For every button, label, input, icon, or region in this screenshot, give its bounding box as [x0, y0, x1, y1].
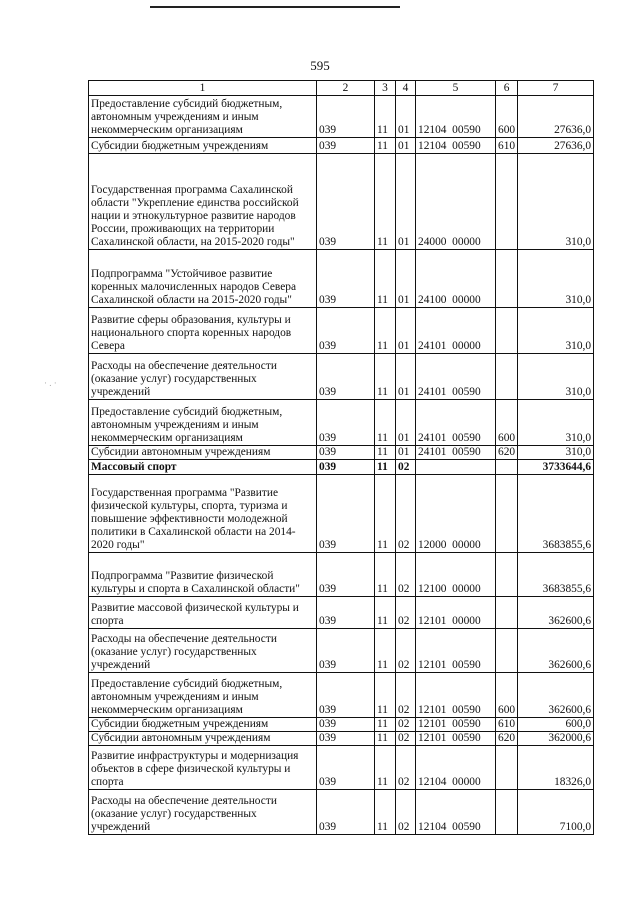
row-c6-cell [496, 154, 518, 250]
row-c6-cell: 610 [496, 138, 518, 154]
row-c3-cell: 11 [375, 553, 396, 597]
row-c7-cell: 362600,6 [518, 629, 594, 673]
row-c7-cell: 27636,0 [518, 96, 594, 138]
row-c4-cell: 02 [396, 718, 416, 732]
row-c2-cell: 039 [317, 553, 375, 597]
row-c4-cell: 02 [396, 790, 416, 835]
row-c7-cell: 310,0 [518, 446, 594, 460]
row-c4-cell: 01 [396, 138, 416, 154]
row-c2-cell: 039 [317, 597, 375, 629]
row-c7-cell: 310,0 [518, 250, 594, 308]
row-c5-cell: 12104 00590 [416, 790, 496, 835]
row-c3-cell: 11 [375, 400, 396, 446]
row-c6-cell: 600 [496, 673, 518, 718]
row-c5-cell: 12104 00590 [416, 138, 496, 154]
row-c7-cell: 600,0 [518, 718, 594, 732]
row-c5-cell: 24000 00000 [416, 154, 496, 250]
row-c7-cell: 3733644,6 [518, 460, 594, 475]
row-c3-cell: 11 [375, 597, 396, 629]
row-c2-cell: 039 [317, 446, 375, 460]
row-c5-cell: 12101 00590 [416, 629, 496, 673]
row-c2-cell: 039 [317, 460, 375, 475]
row-description-cell: Субсидии автономным учреждениям [89, 732, 317, 746]
row-description-cell: Предоставление субсидий бюджетным, автономным учреждениям и иным некоммерческим организациям [89, 96, 317, 138]
column-header: 6 [496, 81, 518, 96]
row-c6-cell [496, 629, 518, 673]
row-description-cell: Подпрограмма "Устойчивое развитие коренных малочисленных народов Севера Сахалинской области на 2015-2020 годы" [89, 250, 317, 308]
row-description-cell: Расходы на обеспечение деятельности (оказание услуг) государственных учреждений [89, 354, 317, 400]
row-c2-cell: 039 [317, 732, 375, 746]
row-description-cell: Субсидии бюджетным учреждениям [89, 718, 317, 732]
row-description-cell: Расходы на обеспечение деятельности (оказание услуг) государственных учреждений [89, 629, 317, 673]
row-description-cell: Субсидии бюджетным учреждениям [89, 138, 317, 154]
row-c5-cell: 24101 00590 [416, 446, 496, 460]
row-c6-cell: 610 [496, 718, 518, 732]
row-c3-cell: 11 [375, 673, 396, 718]
row-c2-cell: 039 [317, 96, 375, 138]
row-c3-cell: 11 [375, 96, 396, 138]
row-c4-cell: 01 [396, 308, 416, 354]
row-c3-cell: 11 [375, 718, 396, 732]
row-c6-cell [496, 553, 518, 597]
row-c4-cell: 02 [396, 746, 416, 790]
row-c2-cell: 039 [317, 475, 375, 553]
row-c4-cell: 01 [396, 446, 416, 460]
row-description-cell: Государственная программа "Развитие физической культуры, спорта, туризма и повышение эффективности молодежной политики в Сахалинской области на 2014-2020 годы" [89, 475, 317, 553]
page-number: 595 [310, 58, 330, 73]
column-header: 5 [416, 81, 496, 96]
row-c5-cell: 12104 00590 [416, 96, 496, 138]
row-c7-cell: 18326,0 [518, 746, 594, 790]
row-c3-cell: 11 [375, 475, 396, 553]
table-row [89, 718, 594, 732]
row-c3-cell: 11 [375, 732, 396, 746]
table-body [89, 96, 594, 835]
row-c4-cell: 02 [396, 673, 416, 718]
row-c4-cell: 02 [396, 553, 416, 597]
table-row [89, 746, 594, 790]
row-c5-cell: 24101 00000 [416, 308, 496, 354]
row-c3-cell: 11 [375, 629, 396, 673]
row-c6-cell [496, 790, 518, 835]
row-description-cell: Подпрограмма "Развитие физической культуры и спорта в Сахалинской области" [89, 553, 317, 597]
table-row [89, 673, 594, 718]
row-c2-cell: 039 [317, 629, 375, 673]
row-c7-cell: 310,0 [518, 154, 594, 250]
row-c5-cell: 24100 00000 [416, 250, 496, 308]
row-description-cell: Предоставление субсидий бюджетным, автономным учреждениям и иным некоммерческим организациям [89, 673, 317, 718]
row-c4-cell: 02 [396, 460, 416, 475]
table-row [89, 446, 594, 460]
table-row [89, 96, 594, 138]
row-c5-cell: 12000 00000 [416, 475, 496, 553]
row-c2-cell: 039 [317, 154, 375, 250]
table-row [89, 553, 594, 597]
row-c2-cell: 039 [317, 250, 375, 308]
row-c6-cell [496, 746, 518, 790]
row-c4-cell: 02 [396, 597, 416, 629]
top-edge-line [150, 0, 400, 8]
row-c5-cell: 12100 00000 [416, 553, 496, 597]
row-c6-cell [496, 354, 518, 400]
row-c5-cell [416, 460, 496, 475]
row-c2-cell: 039 [317, 790, 375, 835]
row-c5-cell: 24101 00590 [416, 400, 496, 446]
row-c5-cell: 12101 00590 [416, 673, 496, 718]
row-c6-cell [496, 475, 518, 553]
row-c3-cell: 11 [375, 138, 396, 154]
row-c4-cell: 01 [396, 354, 416, 400]
row-c7-cell: 362600,6 [518, 673, 594, 718]
row-c2-cell: 039 [317, 354, 375, 400]
row-c2-cell: 039 [317, 308, 375, 354]
table-row [89, 732, 594, 746]
row-c7-cell: 7100,0 [518, 790, 594, 835]
column-header: 3 [375, 81, 396, 96]
row-c7-cell: 310,0 [518, 400, 594, 446]
row-c5-cell: 12101 00590 [416, 718, 496, 732]
table-row [89, 354, 594, 400]
column-header: 1 [89, 81, 317, 96]
row-description-cell: Государственная программа Сахалинской области "Укрепление единства российской нации и этнокультурное развитие народов России, проживающих на территории Сахалинской области, на 2015-2020 годы" [89, 154, 317, 250]
row-c3-cell: 11 [375, 154, 396, 250]
table-row [89, 475, 594, 553]
row-c4-cell: 01 [396, 250, 416, 308]
row-c6-cell: 620 [496, 732, 518, 746]
row-c3-cell: 11 [375, 790, 396, 835]
row-c4-cell: 02 [396, 629, 416, 673]
table-header-row [89, 81, 594, 96]
table-row [89, 790, 594, 835]
row-description-cell: Развитие сферы образования, культуры и национального спорта коренных народов Севера [89, 308, 317, 354]
row-c4-cell: 01 [396, 400, 416, 446]
column-header: 2 [317, 81, 375, 96]
row-c5-cell: 12104 00000 [416, 746, 496, 790]
row-c7-cell: 3683855,6 [518, 475, 594, 553]
row-c7-cell: 27636,0 [518, 138, 594, 154]
table-row [89, 597, 594, 629]
column-header: 4 [396, 81, 416, 96]
table-row [89, 138, 594, 154]
row-c2-cell: 039 [317, 746, 375, 790]
row-c6-cell: 620 [496, 446, 518, 460]
row-c2-cell: 039 [317, 718, 375, 732]
row-c6-cell: 600 [496, 96, 518, 138]
row-c3-cell: 11 [375, 446, 396, 460]
row-c5-cell: 12101 00000 [416, 597, 496, 629]
row-c6-cell: 600 [496, 400, 518, 446]
row-description-cell: Субсидии автономным учреждениям [89, 446, 317, 460]
row-c5-cell: 24101 00590 [416, 354, 496, 400]
column-header: 7 [518, 81, 594, 96]
row-c4-cell: 01 [396, 96, 416, 138]
table-row [89, 308, 594, 354]
row-description-cell: Массовый спорт [89, 460, 317, 475]
row-c7-cell: 362600,6 [518, 597, 594, 629]
table-row [89, 400, 594, 446]
row-c7-cell: 3683855,6 [518, 553, 594, 597]
row-c6-cell [496, 250, 518, 308]
row-c6-cell [496, 597, 518, 629]
row-c5-cell: 12101 00590 [416, 732, 496, 746]
row-c7-cell: 362000,6 [518, 732, 594, 746]
row-description-cell: Расходы на обеспечение деятельности (оказание услуг) государственных учреждений [89, 790, 317, 835]
row-description-cell: Предоставление субсидий бюджетным, автономным учреждениям и иным некоммерческим организациям [89, 400, 317, 446]
table-row [89, 154, 594, 250]
row-c3-cell: 11 [375, 250, 396, 308]
budget-table [88, 80, 594, 835]
row-c2-cell: 039 [317, 138, 375, 154]
table-row [89, 629, 594, 673]
row-c3-cell: 11 [375, 308, 396, 354]
row-c7-cell: 310,0 [518, 354, 594, 400]
row-c4-cell: 02 [396, 732, 416, 746]
row-c3-cell: 11 [375, 746, 396, 790]
row-c2-cell: 039 [317, 400, 375, 446]
table-row [89, 250, 594, 308]
table-row [89, 460, 594, 475]
row-c7-cell: 310,0 [518, 308, 594, 354]
row-c3-cell: 11 [375, 354, 396, 400]
row-c4-cell: 02 [396, 475, 416, 553]
row-c2-cell: 039 [317, 673, 375, 718]
row-description-cell: Развитие массовой физической культуры и спорта [89, 597, 317, 629]
row-c3-cell: 11 [375, 460, 396, 475]
row-c6-cell [496, 308, 518, 354]
row-description-cell: Развитие инфраструктуры и модернизация объектов в сфере физической культуры и спорта [89, 746, 317, 790]
row-c4-cell: 01 [396, 154, 416, 250]
row-c6-cell [496, 460, 518, 475]
scan-smudge: · . · [44, 378, 57, 388]
